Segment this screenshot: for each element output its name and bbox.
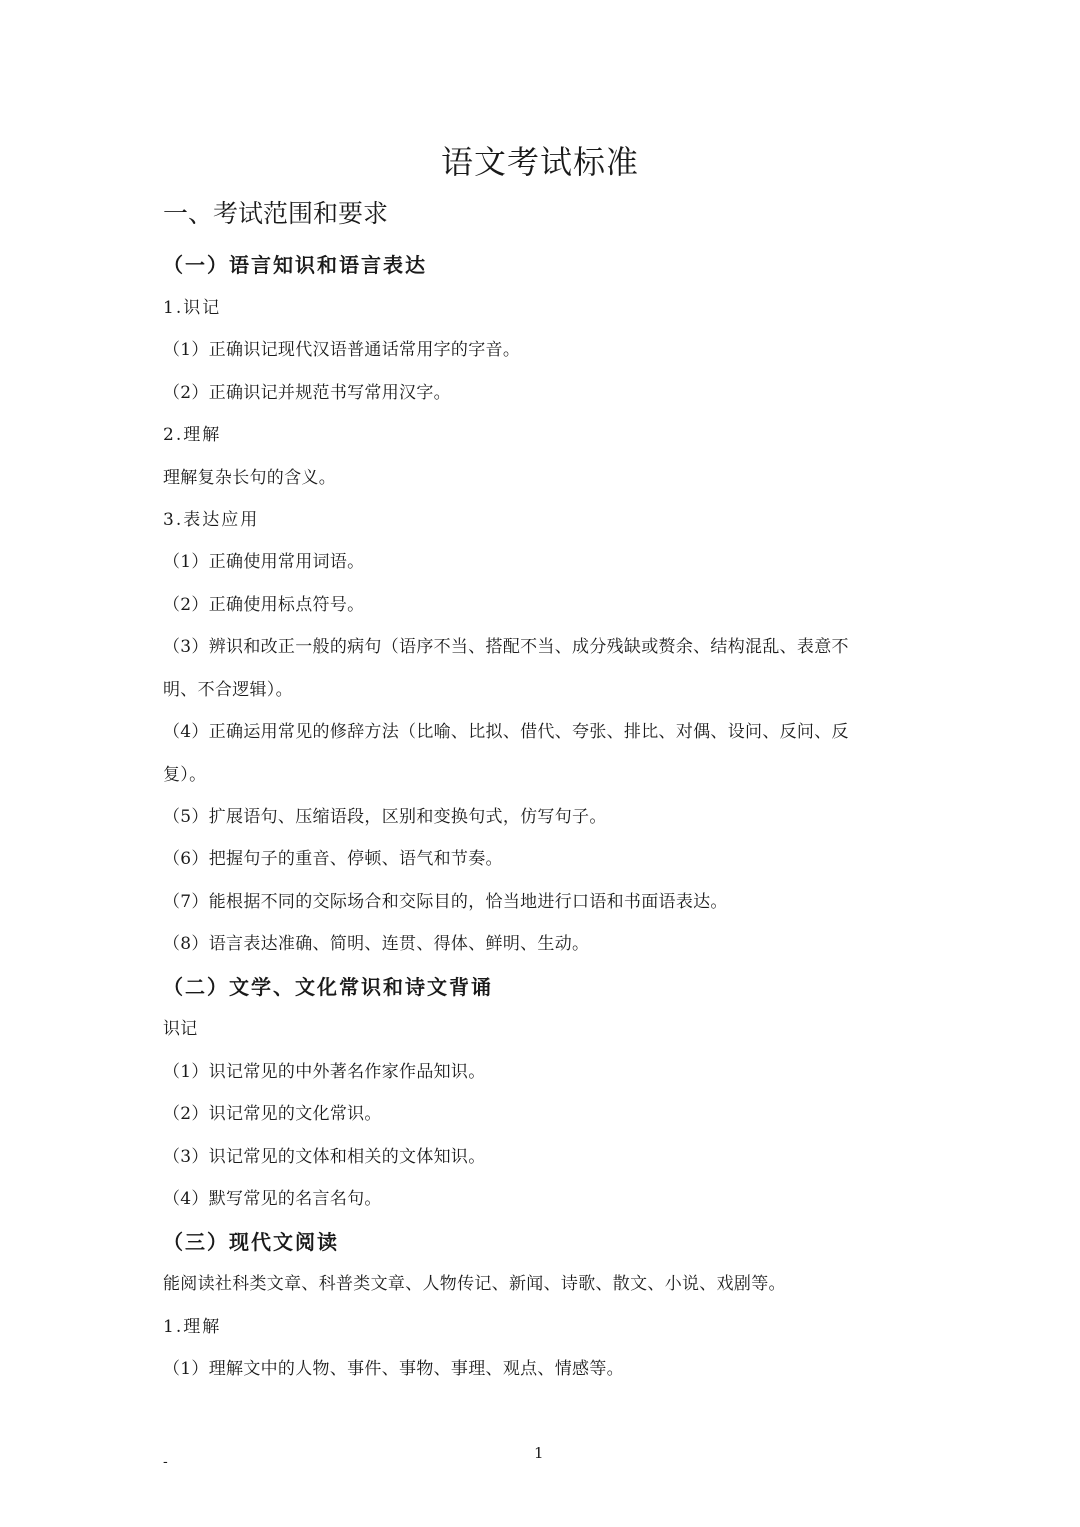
list-item: （8）语言表达准确、简明、连贯、得体、鲜明、生动。 [163,934,590,954]
paragraph: 能阅读社科类文章、科普类文章、人物传记、新闻、诗歌、散文、小说、戏剧等。 [163,1274,786,1294]
list-item: （3）识记常见的文体和相关的文体知识。 [163,1147,486,1167]
item-heading-understand: 1.理解 [163,1317,222,1337]
list-item: （1）理解文中的人物、事件、事物、事理、观点、情感等。 [163,1359,624,1379]
footer-dash: - [163,1454,168,1470]
item-heading-recognize: 识记 [163,1019,198,1039]
list-item: （6）把握句子的重音、停顿、语气和节奏。 [163,849,503,869]
list-item: （5）扩展语句、压缩语段，区别和变换句式，仿写句子。 [163,807,607,827]
list-item: （1）正确识记现代汉语普通话常用字的字音。 [163,340,521,360]
subsection-heading-3: （三）现代文阅读 [163,1230,339,1254]
subsection-heading-2: （二）文学、文化常识和诗文背诵 [163,975,493,999]
subsection-heading-1: （一）语言知识和语言表达 [163,253,427,277]
section-heading-1: 一、考试范围和要求 [163,199,389,228]
list-item: （7）能根据不同的交际场合和交际目的，恰当地进行口语和书面语表达。 [163,892,728,912]
item-heading-expression: 3.表达应用 [163,510,260,530]
list-item: （2）正确识记并规范书写常用汉字。 [163,383,451,403]
item-heading-understand: 2.理解 [163,425,222,445]
list-item: （4）正确运用常见的修辞方法（比喻、比拟、借代、夸张、排比、对偶、设问、反问、反 [163,722,849,742]
list-item: （4）默写常见的名言名句。 [163,1189,382,1209]
page-number: 1 [534,1444,544,1462]
list-item-continued: 复）。 [163,765,207,785]
paragraph: 理解复杂长句的含义。 [163,468,336,488]
list-item: （3）辨识和改正一般的病句（语序不当、搭配不当、成分残缺或赘余、结构混乱、表意不 [163,637,849,657]
list-item-continued: 明、不合逻辑）。 [163,680,293,700]
document-title: 语文考试标准 [440,143,639,181]
list-item: （1）正确使用常用词语。 [163,552,365,572]
list-item: （2）正确使用标点符号。 [163,595,365,615]
item-heading-recognize: 1.识记 [163,298,222,318]
list-item: （1）识记常见的中外著名作家作品知识。 [163,1062,486,1082]
list-item: （2）识记常见的文化常识。 [163,1104,382,1124]
